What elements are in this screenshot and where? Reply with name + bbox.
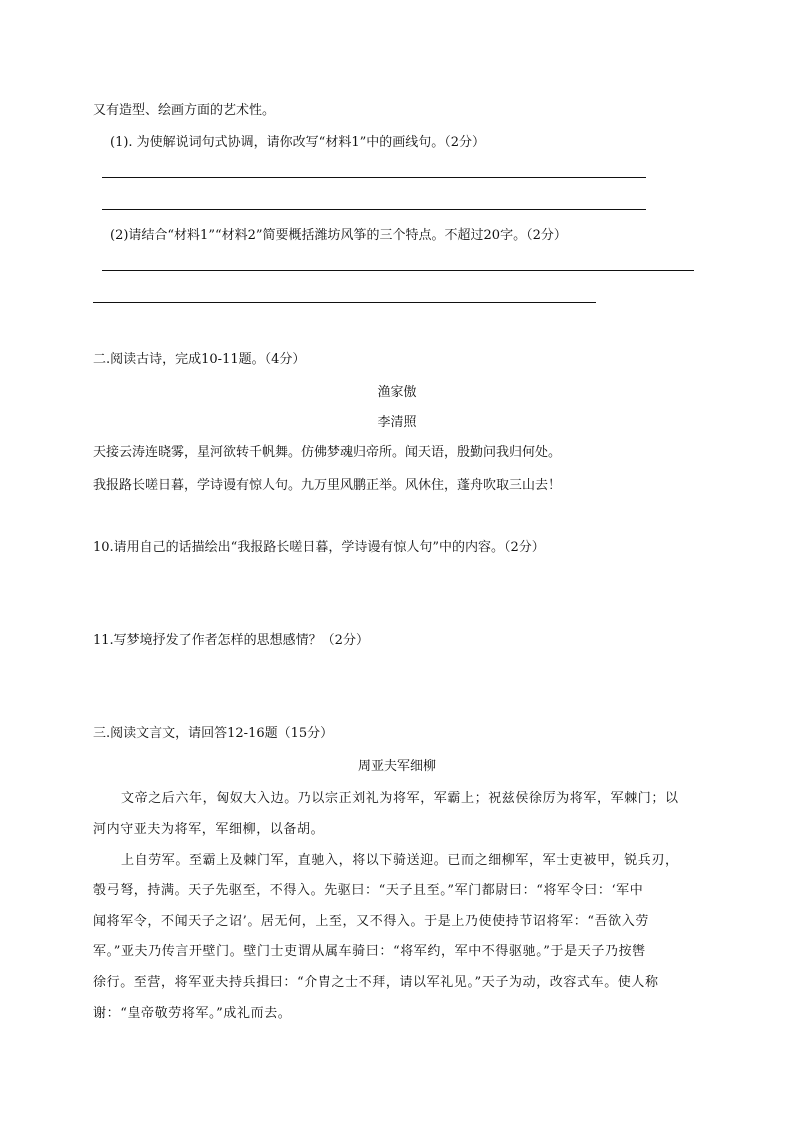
- intro-line: 又有造型、绘画方面的艺术性。: [93, 103, 276, 118]
- passage-line: 河内守亚夫为将军，军细柳，以备胡。: [93, 822, 325, 837]
- passage-line: 上自劳军。至霸上及棘门军，直驰入，将以下骑送迎。已而之细柳军，军士吏被甲，锐兵刃，: [121, 853, 679, 868]
- poem-line: 我报路长嗟日暮，学诗谩有惊人句。九万里风鹏正举。风休住，蓬舟吹取三山去！: [93, 478, 562, 493]
- passage-line: 徐行。至营，将军亚夫持兵揖曰：“介胄之士不拜，请以军礼见。”天子为动，改容式车。使人称: [93, 975, 659, 990]
- poem-title: 渔家傲: [377, 385, 417, 400]
- passage-line: 军。”亚夫乃传言开壁门。壁门士吏谓从属车骑曰：“将军约，军中不得驱驰。”于是天子乃按辔: [93, 944, 646, 959]
- poem-line: 天接云涛连晓雾，星河欲转千帆舞。仿佛梦魂归帝所。闻天语，殷勤问我归何处。: [93, 445, 562, 460]
- poem-author: 李清照: [377, 415, 417, 430]
- passage-line: 文帝之后六年，匈奴大入边。乃以宗正刘礼为将军，军霸上；祝兹侯徐厉为将军，军棘门；以: [121, 791, 679, 806]
- section-3-heading: 三.阅读文言文，请回答12-16题（15分）: [93, 726, 334, 741]
- answer-line[interactable]: [102, 177, 646, 178]
- question-10: 10.请用自己的话描绘出“我报路长嗟日暮，学诗谩有惊人句”中的内容。（2分）: [93, 540, 545, 555]
- question-2: (2)请结合“材料1”“材料2”简要概括潍坊风筝的三个特点。不超过20字。（2分）: [110, 228, 567, 243]
- passage-title: 周亚夫军细柳: [357, 759, 436, 774]
- passage-line: 闻将军令，不闻天子之诏’。居无何，上至，又不得入。于是上乃使使持节诏将军：“吾欲入劳: [93, 914, 649, 929]
- passage-line: 彀弓弩，持满。天子先驱至，不得入。先驱曰：“天子且至。”军门都尉曰：“将军令曰：‘军中: [93, 883, 644, 898]
- passage-line: 谢：“皇帝敬劳将军。”成礼而去。: [93, 1006, 292, 1021]
- answer-line[interactable]: [102, 209, 646, 210]
- question-1: (1). 为使解说词句式协调，请你改写“材料1”中的画线句。（2分）: [110, 135, 486, 150]
- question-11: 11.写梦境抒发了作者怎样的思想感情？（2分）: [93, 633, 369, 648]
- answer-line[interactable]: [93, 302, 596, 303]
- answer-line[interactable]: [102, 270, 694, 271]
- section-2-heading: 二.阅读古诗，完成10-11题。（4分）: [93, 352, 306, 367]
